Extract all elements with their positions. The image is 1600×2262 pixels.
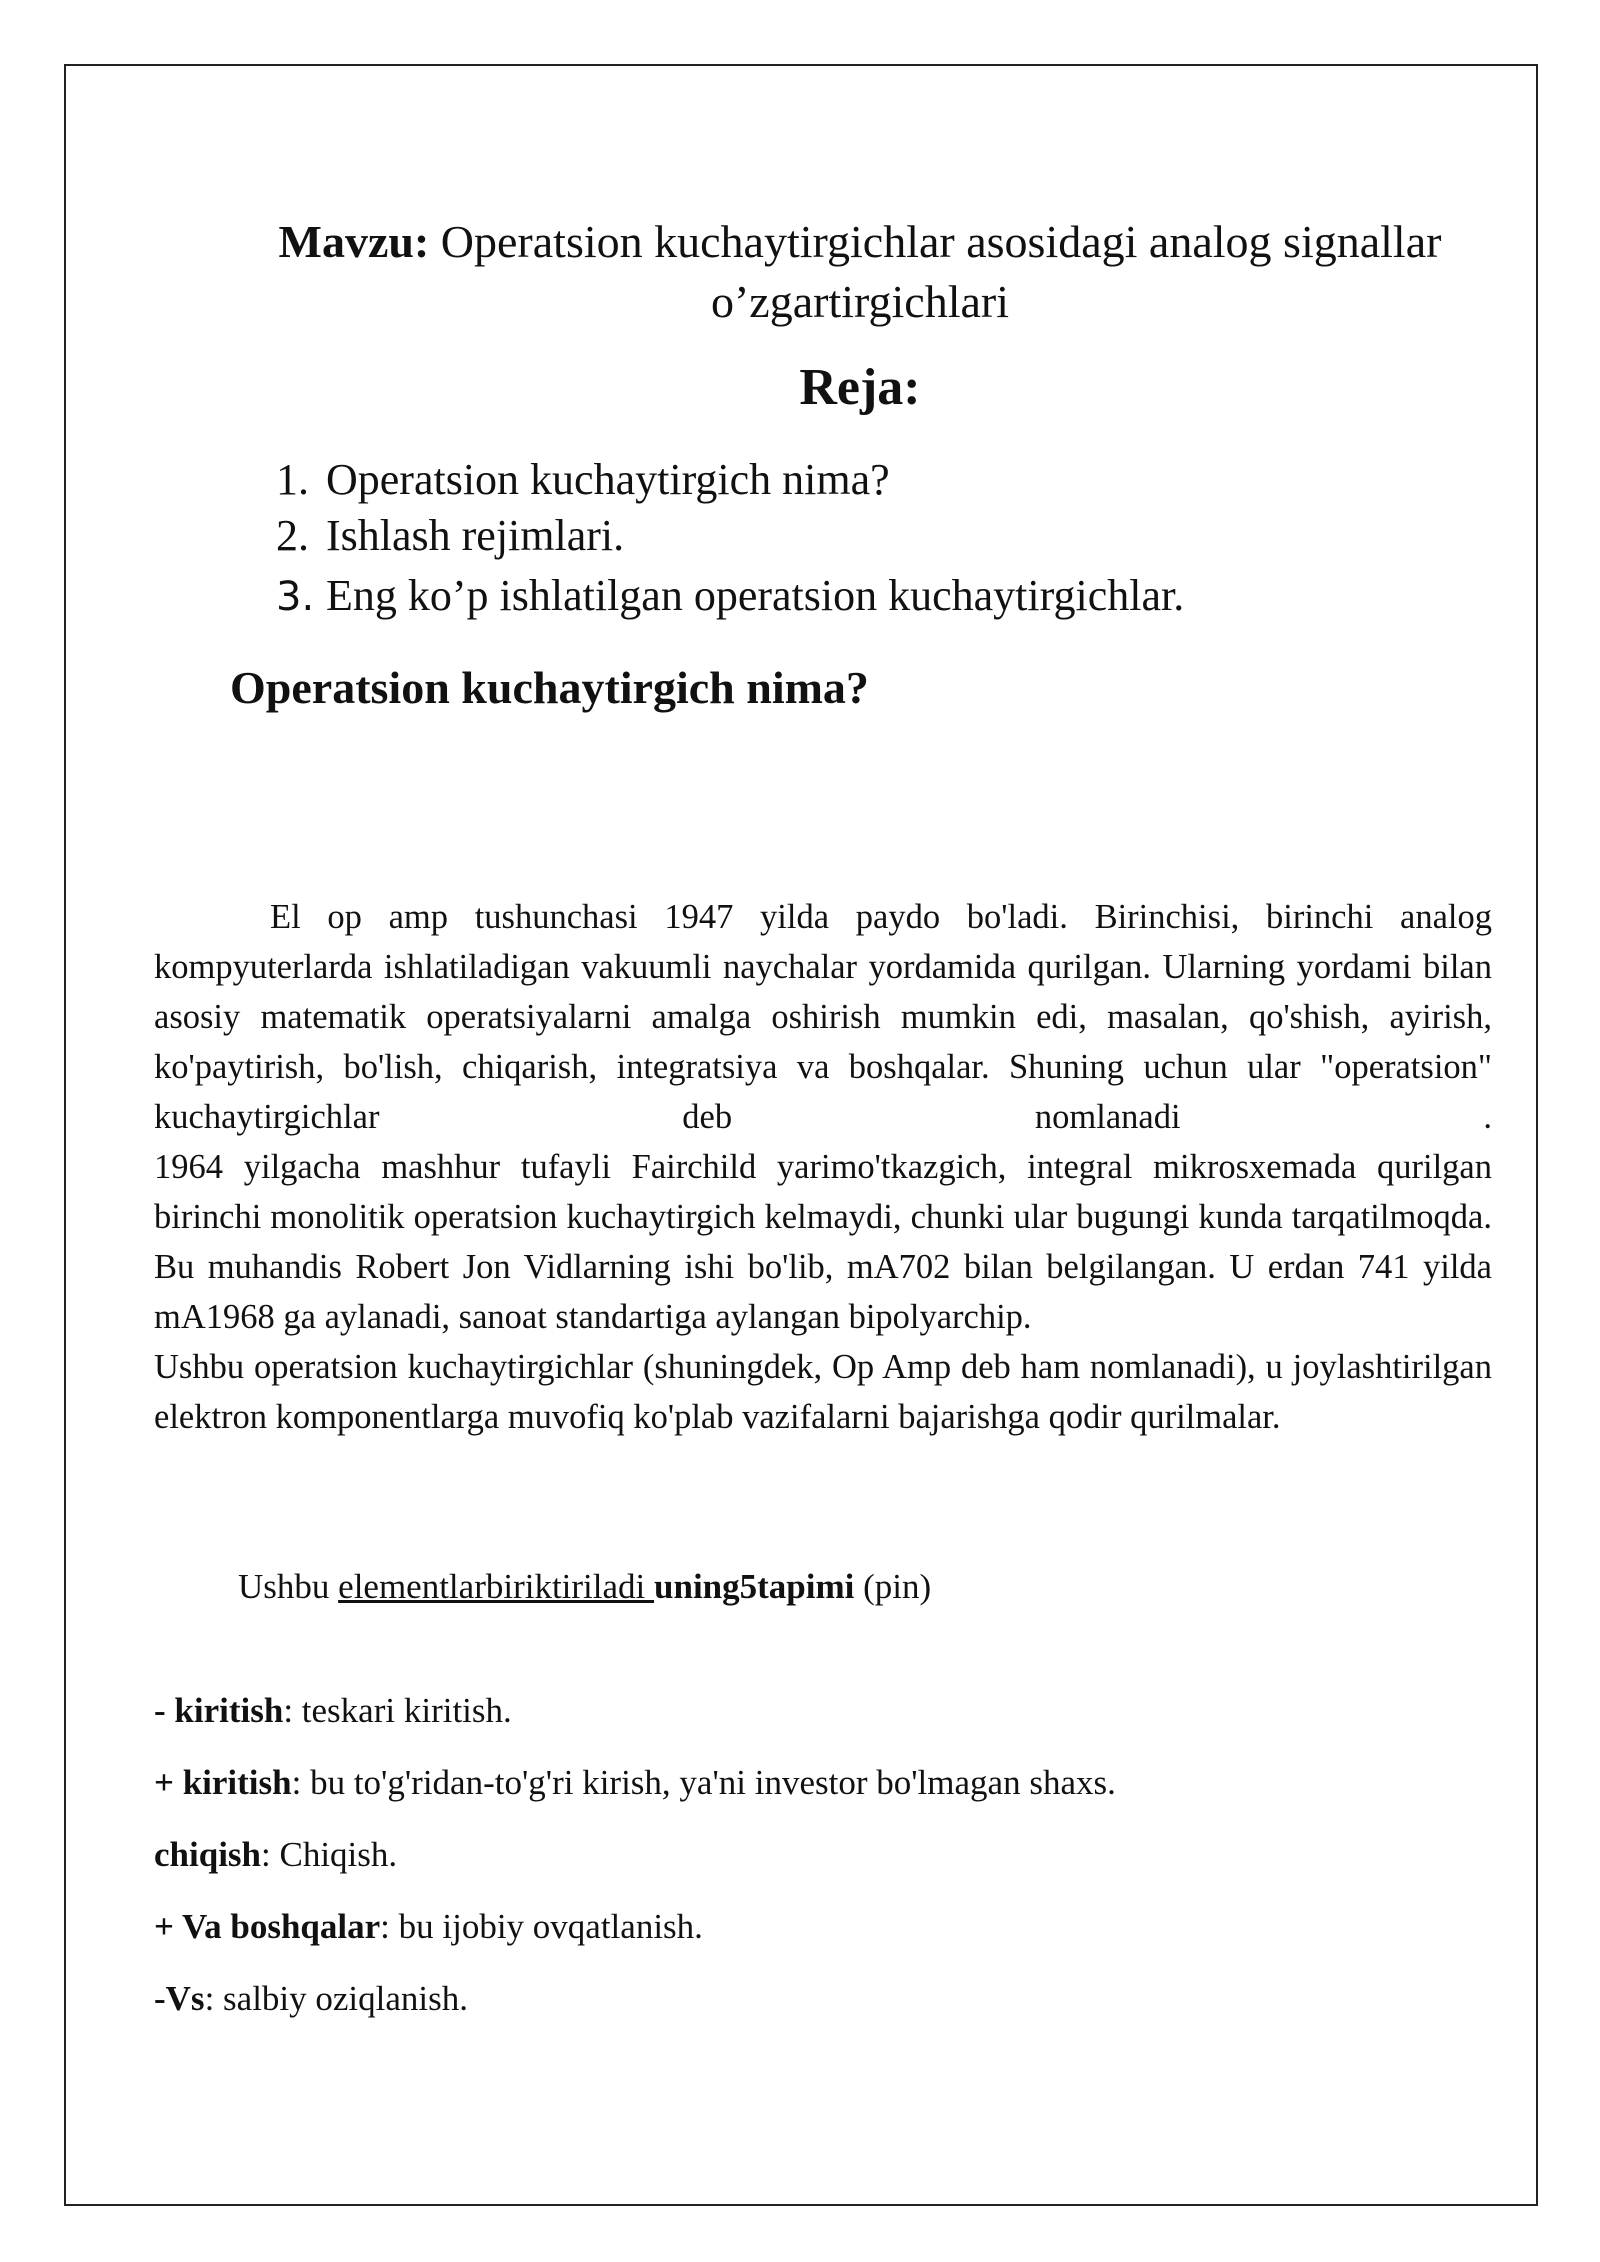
pin-description: : salbiy oziqlanish. [204,1979,469,2018]
pin-item [154,1758,1116,1830]
pin-list [154,1686,1116,2046]
plan-item [276,452,1184,508]
title-line-2: o’zgartirgichlari [710,276,1009,327]
pin-description: : teskari kiritish. [283,1691,512,1730]
pin-description: : Chiqish. [261,1835,398,1874]
pin-description: : bu to'g'ridan-to'g'ri kirish, ya'ni investor bo'lmagan shaxs. [291,1763,1116,1802]
section-heading: Operatsion kuchaytirgich nima? [230,662,869,713]
pin-description: : bu ijobiy ovqatlanish. [380,1907,703,1946]
pin-label: - kiritish [154,1691,284,1730]
pins-intro-suffix: (pin) [854,1567,932,1606]
plan-item-text: Operatsion kuchaytirgich nima? [326,455,890,504]
plan-heading: Reja: [799,359,921,416]
pins-intro-prefix: Ushbu [238,1567,339,1606]
paragraph-op-amp: Ushbu operatsion kuchaytirgichlar (shuningdek, Op Amp deb ham nomlanadi), u joylashtirilgan elektron komponentlarga muvofiq ko'plab vazifalarni bajarishga qodir qurilmalar. [154,1348,1492,1436]
plan-item-number: 3. [276,574,315,620]
pin-label: -Vs [154,1979,205,2018]
pin-item [154,1830,1116,1902]
pin-item [154,1902,1116,1974]
pins-intro [238,1562,931,1612]
pin-label: + Va boshqalar [154,1907,381,1946]
pins-intro-bold: uning5tapimi [654,1567,855,1606]
pin-item [154,1974,1116,2046]
document-title [160,212,1560,332]
plan-item-number: 2. [276,511,309,560]
title-line-1 [160,212,1560,272]
plan-item [276,508,1184,564]
paragraph-history: El op amp tushunchasi 1947 yilda paydo bo'ladi. Birinchisi, birinchi analog kompyuterlarda ishlatiladigan vakuumli naychalar yordamida qurilgan. Ularning yordami bilan asosiy matematik operatsiyalarni amalga oshirish mumkin edi, masalan, qo'shish, ayirish, ko'paytirish, bo'lish, chiqarish, integratsiya va boshqalar. Shuning uchun ular "operatsion" kuchaytirgichlar deb nomlanadi . [154,898,1492,1136]
pin-label: + kiritish [154,1763,292,1802]
plan-item-text: Eng ko’p ishlatilgan operatsion kuchaytirgichlar. [326,571,1185,620]
pin-label: chiqish [154,1835,261,1874]
body-text [154,892,1492,1442]
plan-list [276,452,1184,624]
title-text: Operatsion kuchaytirgichlar asosidagi analog signallar [429,216,1442,267]
plan-item-text: Ishlash rejimlari. [326,511,625,560]
pins-intro-underlined: elementlarbiriktiriladi [338,1567,655,1606]
paragraph-monolithic: 1964 yilgacha mashhur tufayli Fairchild yarimo'tkazgich, integral mikrosxemada qurilgan birinchi monolitik operatsion kuchaytirgich kelmaydi, chunki ular bugungi kunda tarqatilmoqda. Bu muhandis Robert Jon Vidlarning ishi bo'lib, mA702 bilan belgilangan. U erdan 741 yilda mA1968 ga aylanadi, sanoat standartiga aylangan bipolyarchip. [154,1148,1492,1336]
plan-item [276,568,1184,624]
pin-item [154,1686,1116,1758]
plan-item-number: 1. [276,455,309,504]
title-label: Mavzu: [278,216,430,267]
